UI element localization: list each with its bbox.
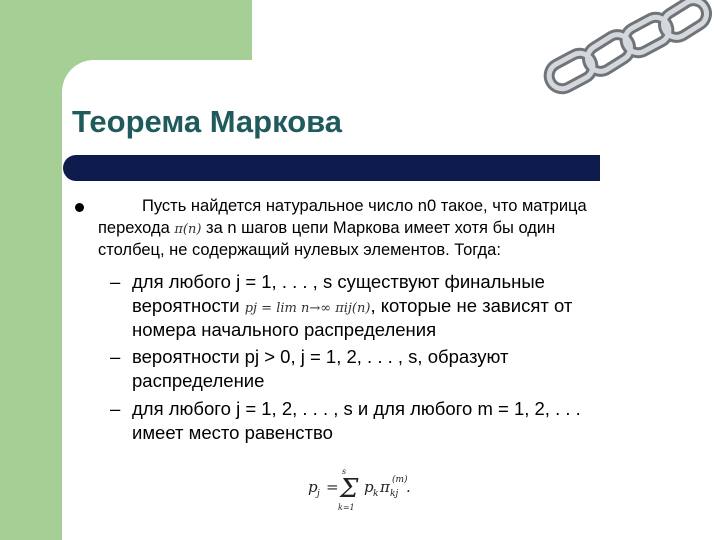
- paragraph-line-2-end: за n шагов цепи Маркова имеет хотя бы один: [206, 218, 556, 237]
- svg-text:s: s: [342, 467, 347, 476]
- svg-text:Σ: Σ: [340, 474, 359, 504]
- svg-text:k: k: [373, 489, 379, 499]
- final-probability-formula: pj = lim n→∞ πij(n): [244, 301, 371, 316]
- svg-text:p: p: [308, 478, 318, 496]
- item-line: вероятности pj > 0, j = 1, 2, . . . , s, образуют: [132, 346, 509, 367]
- equality-formula: [306, 462, 446, 514]
- item-line: имеет место равенство: [132, 422, 333, 443]
- paragraph-line-1: Пусть найдется натуральное число n0 такое, что матрица: [142, 197, 587, 215]
- equality-formula-svg: [306, 462, 446, 514]
- svg-text:.: .: [406, 478, 411, 496]
- theorem-paragraph: [98, 196, 658, 262]
- dash-marker: –: [110, 398, 121, 419]
- svg-text:p: p: [364, 478, 374, 496]
- dash-marker: –: [110, 346, 121, 367]
- chain-icon: [538, 0, 720, 128]
- item-line-start: вероятности: [132, 295, 240, 316]
- svg-text:=: =: [326, 478, 339, 496]
- item-line: номера начального распределения: [132, 319, 437, 340]
- paragraph-line-2: [98, 218, 658, 241]
- item-line: для любого j = 1, . . . , s существуют финальные: [132, 271, 545, 292]
- svg-text:k=1: k=1: [338, 503, 355, 512]
- svg-text:π: π: [380, 478, 390, 496]
- title-underline-bar: [63, 155, 600, 181]
- svg-text:(m): (m): [392, 475, 408, 485]
- item-line: [132, 294, 572, 321]
- slide-title: Теорема Маркова: [72, 104, 343, 139]
- bullet-icon: [75, 203, 84, 212]
- svg-text:kj: kj: [390, 489, 399, 499]
- item-line: распределение: [132, 370, 265, 391]
- item-line-end: , которые не зависят от: [370, 295, 573, 316]
- paragraph-line-2-start: перехода: [98, 218, 170, 237]
- paragraph-line-3: столбец, не содержащий нулевых элементов. Тогда:: [98, 241, 501, 259]
- item-line: для любого j = 1, 2, . . . , s и для любого m = 1, 2, . . .: [132, 398, 581, 419]
- background-green-strip: [0, 0, 62, 540]
- dash-marker: –: [110, 271, 121, 292]
- svg-text:j: j: [317, 489, 320, 499]
- transition-matrix-formula: π(n): [174, 221, 202, 237]
